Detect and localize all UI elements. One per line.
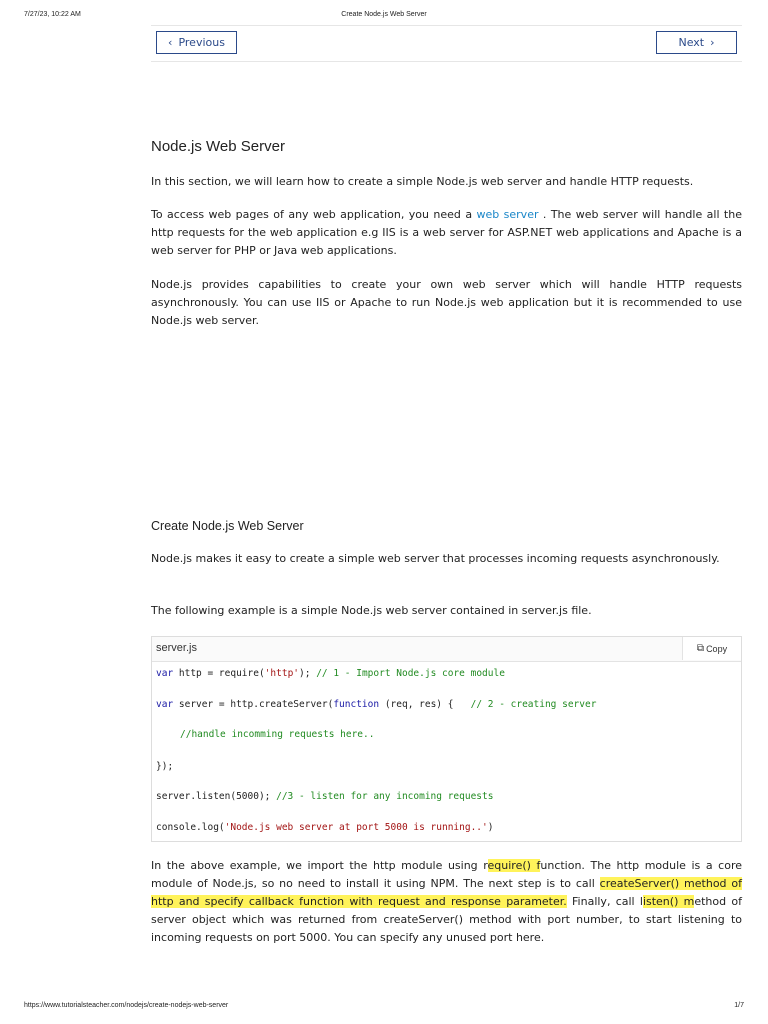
print-datetime: 7/27/23, 10:22 AM bbox=[24, 11, 81, 18]
code-line-4: }); bbox=[156, 761, 174, 772]
easy-paragraph: Node.js makes it easy to create a simple web server that processes incoming requests asynchronously. bbox=[151, 552, 720, 565]
web-server-link[interactable]: web server bbox=[476, 208, 539, 221]
copy-icon: ⧉ bbox=[696, 643, 705, 654]
code-header bbox=[152, 637, 741, 662]
print-page-number: 1/7 bbox=[734, 1002, 744, 1009]
copy-label: Copy bbox=[706, 643, 728, 654]
chevron-right-icon: › bbox=[710, 36, 715, 49]
example-intro-paragraph: The following example is a simple Node.js web server contained in server.js file. bbox=[151, 604, 592, 617]
copy-button[interactable] bbox=[682, 637, 741, 660]
highlight-listen: isten() m bbox=[642, 895, 695, 908]
next-label: Next bbox=[678, 36, 705, 49]
next-button[interactable] bbox=[656, 31, 737, 54]
pagination-bar bbox=[151, 25, 742, 62]
explanation-paragraph: In the above example, we import the http module using require() function. The http module is a core module of Node.js, so no need to install it using NPM. The next step is to call createServer() method of http and specify callback function with request and response parameter. Finally, call listen() method of server object which was returned from createServer() method with port number, to start listening to incoming requests on port 5000. You can specify any unused port here. bbox=[151, 859, 742, 944]
code-block bbox=[151, 636, 742, 842]
code-line-5: server.listen(5000); //3 - listen for any incoming requests bbox=[156, 791, 494, 802]
code-line-2: var server = http.createServer(function (req, res) { // 2 - creating server bbox=[156, 699, 597, 710]
chevron-left-icon: ‹ bbox=[168, 36, 173, 49]
print-footer bbox=[0, 1002, 768, 1012]
print-url: https://www.tutorialsteacher.com/nodejs/create-nodejs-web-server bbox=[24, 1002, 229, 1009]
intro-paragraph: In this section, we will learn how to create a simple Node.js web server and handle HTTP requests. bbox=[151, 175, 694, 188]
section-heading: Create Node.js Web Server bbox=[151, 519, 304, 533]
highlight-require: equire() f bbox=[487, 859, 541, 872]
print-header bbox=[0, 11, 768, 21]
highlight-createserver: createServer() method of http and specify callback function with request and response parameter. bbox=[151, 877, 742, 908]
access-text-after: . The web server will handle all the http requests for the web application e.g IIS is a web server for ASP.NET web applications and Apache is a web server for PHP or Java web applications. bbox=[151, 208, 742, 257]
code-line-6: console.log('Node.js web server at port 5000 is running..') bbox=[156, 822, 494, 833]
code-line-3: //handle incomming requests here.. bbox=[180, 729, 375, 740]
page-title: Node.js Web Server bbox=[151, 138, 285, 155]
code-line-1: var http = require('http'); // 1 - Import Node.js core module bbox=[156, 668, 505, 679]
print-title: Create Node.js Web Server bbox=[341, 11, 427, 18]
previous-button[interactable] bbox=[156, 31, 237, 54]
access-text-before: To access web pages of any web application, you need a bbox=[151, 208, 477, 221]
previous-label: Previous bbox=[178, 36, 225, 49]
access-paragraph bbox=[151, 206, 742, 260]
capabilities-paragraph: Node.js provides capabilities to create your own web server which will handle HTTP requests asynchronously. You can use IIS or Apache to run Node.js web application but it is recommended to use Node.js web server. bbox=[151, 278, 742, 327]
code-filename: server.js bbox=[156, 642, 197, 654]
